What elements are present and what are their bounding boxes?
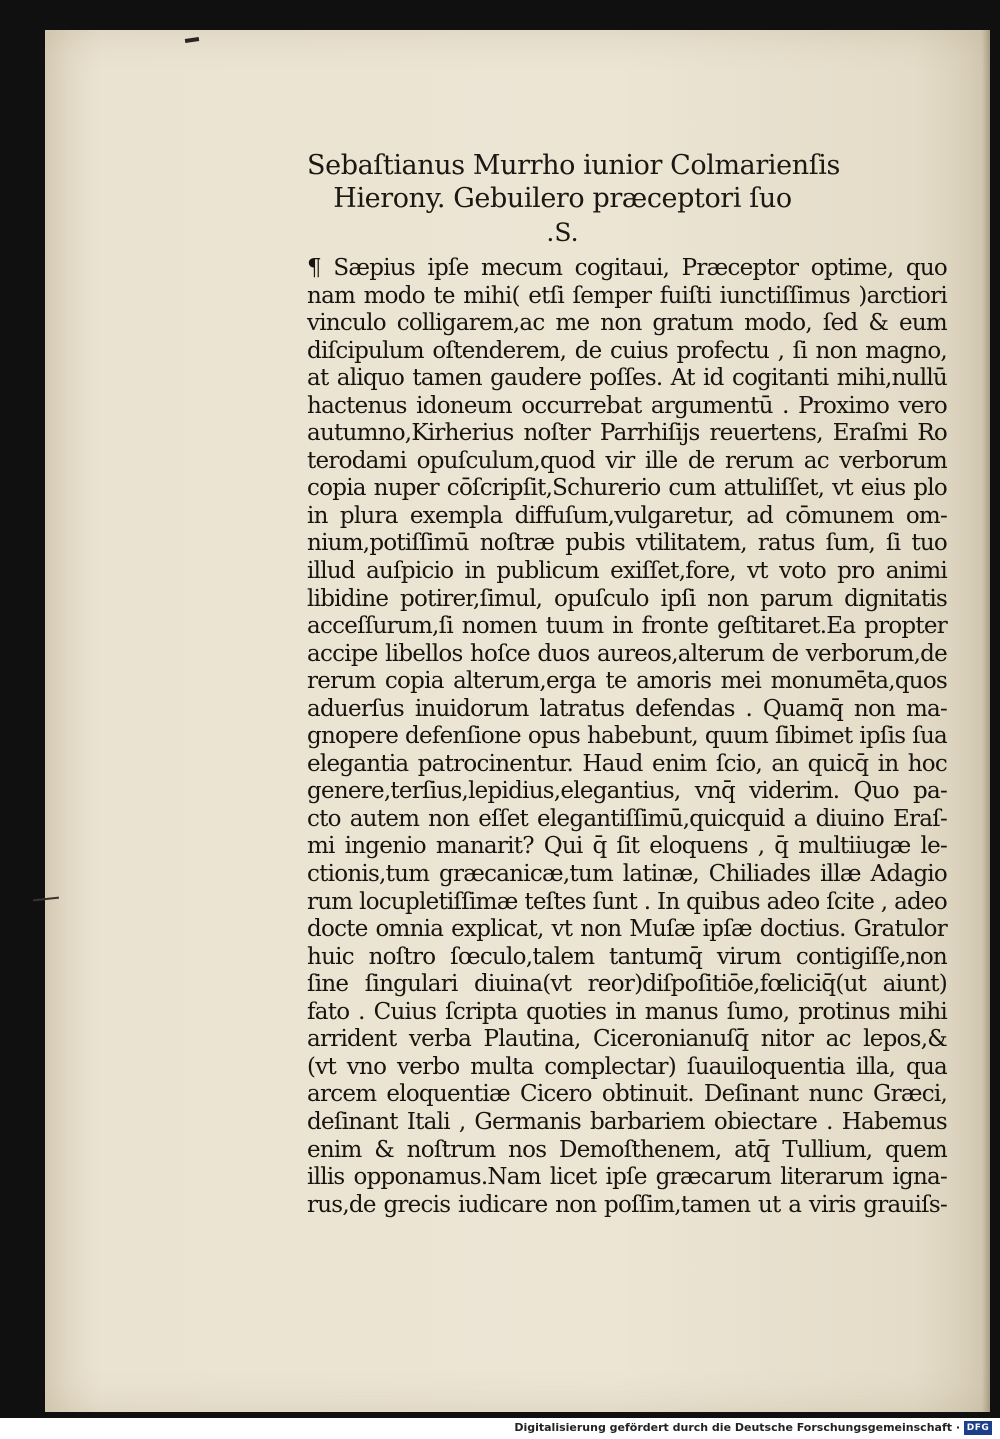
text-line: arrident verba Plautina, Ciceronianuſq̄ nitor ac lepos,& [307,1026,947,1053]
text-line: acceſſurum,ſi nomen tuum in fronte geſtitaret.Ea propter [307,613,947,640]
text-line: in plura exempla diffuſum,vulgaretur, ad cōmunem om- [307,502,947,529]
text-line: (vt vno verbo multa complectar) ſuauiloquentia illa, qua [307,1053,947,1080]
text-line: nam modo te mihi( etſi ſemper fuiſti iunctiſſimus )arctiori [307,282,947,309]
text-line: autumno,Kirherius noſter Parrhiſijs reuertens, Eraſmi Ro [307,420,947,447]
footer-bar [0,1418,1000,1439]
heading-recipient: Hierony. Gebuilero præceptori ſuo [333,183,792,214]
text-line: gnopere defenſione opus habebunt, quum ſibimet ipſis ſua [307,723,947,750]
text-line: rum locupletiſſimæ teſtes ſunt . In quibus adeo ſcite , adeo [307,888,947,915]
heading-salutation: .S. [546,218,579,247]
ink-mark [185,37,199,43]
text-line: ſine ſingulari diuina(vt reor)diſpoſitiōe,fœliciq̄(ut aiunt) [307,971,947,998]
text-line: aduerſus inuidorum latratus defendas . Quamq̄ non ma- [307,695,947,722]
text-line: libidine potirer,ſimul, opuſculo ipſi non parum dignitatis [307,585,947,612]
text-line: arcem eloquentiæ Cicero obtinuit. Deſinant nunc Græci, [307,1081,947,1108]
text-line: cto autem non eſſet elegantiſſimū,quicquid a diuino Eraſ- [307,805,947,832]
text-line: terodami opuſculum,quod vir ille de rerum ac verborum [307,447,947,474]
text-line: ctionis,tum græcanicæ,tum latinæ, Chiliades illæ Adagio [307,861,947,888]
text-line: deſinant Itali , Germanis barbariem obiectare . Habemus [307,1108,947,1135]
text-line: at aliquo tamen gaudere poſſes. At id cogitanti mihi,nullū [307,365,947,392]
text-line: illud auſpicio in publicum exiſſet,fore, vt voto pro animi [307,558,947,585]
text-line: accipe libellos hoſce duos aureos,alterum de verborum,de [307,640,947,667]
text-line: docte omnia explicat, vt non Muſæ ipſæ doctius. Gratulor [307,916,947,943]
text-line: huic noſtro ſœculo,talem tantumq̄ virum contigiſſe,non [307,943,947,970]
text-line: enim & noſtrum nos Demoſthenem, atq̄ Tullium, quem [307,1136,947,1163]
text-line: vinculo colligarem,ac me non gratum modo, ſed & eum [307,310,947,337]
text-line: nium,potiſſimū noſtræ pubis vtilitatem, ratus ſum, ſi tuo [307,530,947,557]
text-line: illis opponamus.Nam licet ipſe græcarum literarum igna- [307,1164,947,1191]
dfg-logo: DFG [964,1421,992,1435]
heading-author: Sebaſtianus Murrho iunior Colmarienſis [307,150,840,181]
letter-body [307,255,947,1219]
text-line: hactenus idoneum occurrebat argumentū . Proximo vero [307,392,947,419]
book-page [45,30,990,1412]
text-line: genere,terſius,lepidius,elegantius, vnq̄ viderim. Quo pa- [307,778,947,805]
text-line: rerum copia alterum,erga te amoris mei monumēta,quos [307,668,947,695]
funding-credit: Digitalisierung gefördert durch die Deutsche Forschungsgemeinschaft · [514,1421,960,1434]
text-line: ¶ Sæpius ipſe mecum cogitaui, Præceptor optime, quo [307,255,947,281]
text-line: rus,de grecis iudicare non poſſim,tamen ut a viris grauiſs- [307,1191,947,1218]
text-line: mi ingenio manarit? Qui q̄ ſit eloquens , q̄ multiiugæ le- [307,833,947,860]
text-line: diſcipulum oſtenderem, de cuius profectu , ſi non magno, [307,337,947,364]
text-line: copia nuper cōſcripſit,Schurerio cum attuliſſet, vt eius plo [307,475,947,502]
text-line: elegantia patrocinentur. Haud enim ſcio, an quicq̄ in hoc [307,750,947,777]
text-line: fato . Cuius ſcripta quoties in manus ſumo, protinus mihi [307,998,947,1025]
